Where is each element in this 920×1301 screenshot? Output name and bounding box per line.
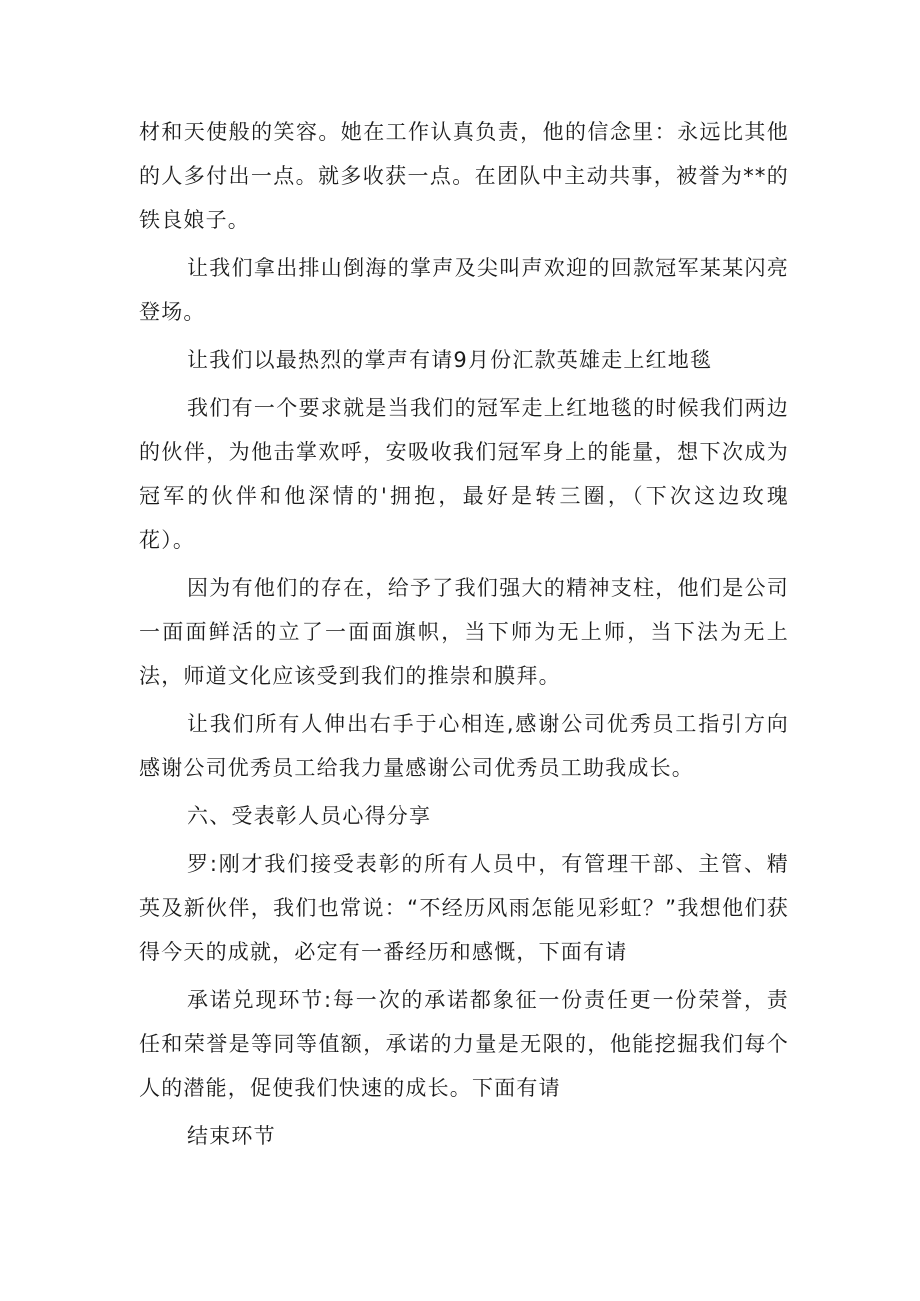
paragraph-8: 承诺兑现环节:每一次的承诺都象征一份责任更一份荣誉，责任和荣誉是等同等值额，承诺的力量是无限的，他能挖掘我们每个人的潜能，促使我们快速的成长。下面有请 xyxy=(139,988,789,1100)
paragraph-6: 让我们所有人伸出右手于心相连,感谢公司优秀员工指引方向感谢公司优秀员工给我力量感谢公司优秀员工助我成长。 xyxy=(139,712,789,780)
paragraph-1: 材和天使般的笑容。她在工作认真负责，他的信念里：永远比其他的人多付出一点。就多收获一点。在团队中主动共事，被誉为**的铁良娘子。 xyxy=(139,120,789,232)
paragraph-2: 让我们拿出排山倒海的掌声及尖叫声欢迎的回款冠军某某闪亮登场。 xyxy=(139,256,789,324)
document-body xyxy=(139,110,789,1162)
paragraph-7: 罗:刚才我们接受表彰的所有人员中，有管理干部、主管、精英及新伙伴，我们也常说：“不经历风雨怎能见彩虹？”我想他们获得今天的成就，必定有一番经历和感慨，下面有请 xyxy=(139,852,789,964)
paragraph-3: 让我们以最热烈的掌声有请9月份汇款英雄走上红地毯 xyxy=(187,348,713,372)
paragraph-5: 因为有他们的存在，给予了我们强大的精神支柱，他们是公司一面面鲜活的立了一面面旗帜，当下师为无上师，当下法为无上法，师道文化应该受到我们的推崇和膜拜。 xyxy=(139,576,789,688)
section-heading: 六、受表彰人员心得分享 xyxy=(187,804,432,828)
paragraph-4: 我们有一个要求就是当我们的冠军走上红地毯的时候我们两边的伙伴，为他击掌欢呼，安吸收我们冠军身上的能量，想下次成为冠军的伙伴和他深情的'拥抱，最好是转三圈，（下次这边玫瑰花）。 xyxy=(139,396,789,552)
closing-heading: 结束环节 xyxy=(187,1124,276,1148)
